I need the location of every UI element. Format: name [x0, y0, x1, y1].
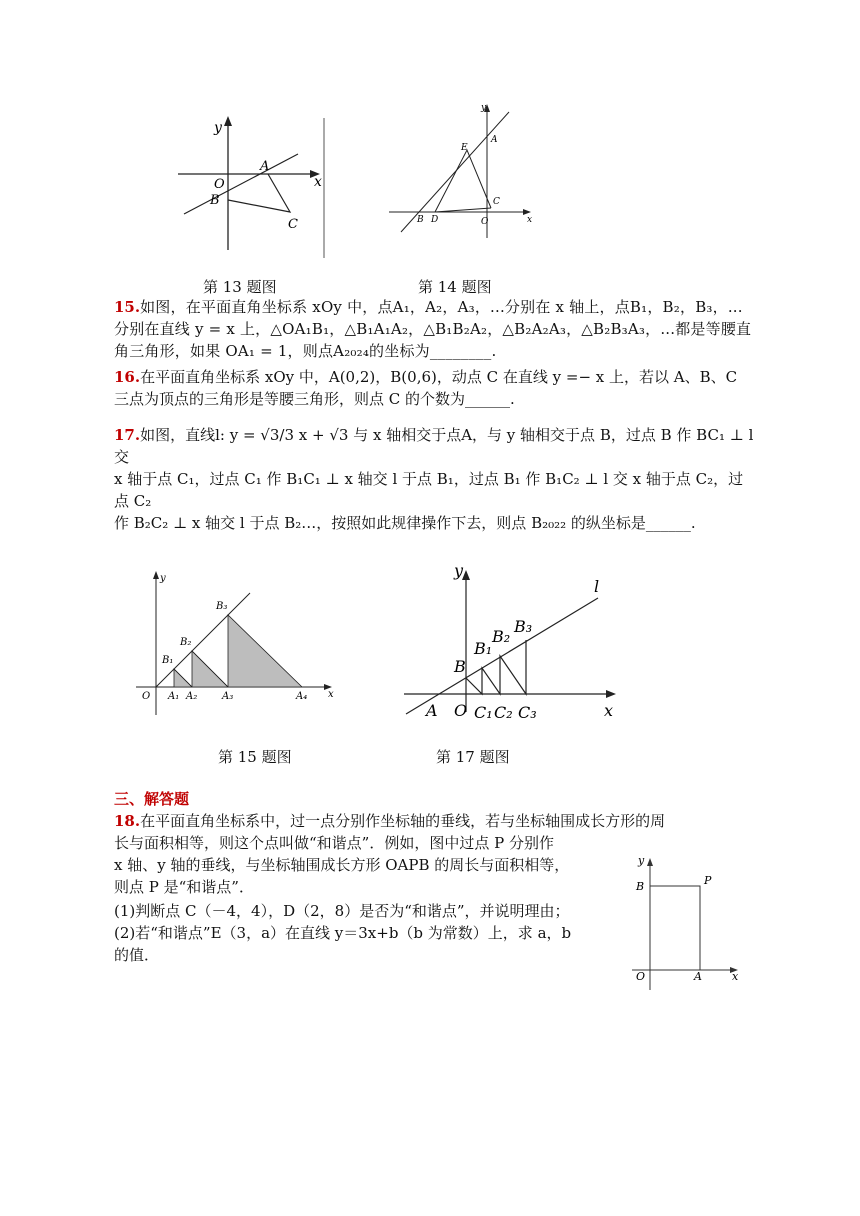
fig17-y-label: y	[454, 561, 464, 580]
q18-line2: 长与面积相等，则这个点叫做“和谐点”．例如，图中过点 P 分别作	[114, 834, 554, 852]
fig17-b-label: B	[454, 657, 466, 676]
fig15-a4-label: A₄	[296, 691, 308, 702]
fig15-y-label: y	[160, 573, 166, 584]
fig13-y-label: y	[214, 120, 222, 136]
fig15-a3-label: A₃	[222, 691, 234, 702]
fig15-b1-label: B₁	[162, 655, 174, 666]
q18-line4: 则点 P 是“和谐点”．	[114, 878, 254, 896]
fig17-o-label: O	[454, 701, 468, 720]
q18-part2: (2)若“和谐点”E（3，a）在直线 y＝3x+b（b 为常数）上，求 a，b	[114, 924, 572, 942]
question-15	[114, 296, 754, 362]
fig14-o-label: O	[481, 217, 489, 227]
fig15-b2-label: B₂	[180, 637, 192, 648]
figure-18	[628, 850, 753, 995]
fig17-a-label: A	[426, 701, 438, 720]
fig15-x-label: x	[328, 689, 334, 700]
q18-line1: 在平面直角坐标系中，过一点分别作坐标轴的垂线，若与坐标轴围成长方形的周	[140, 812, 666, 830]
q18-part3: 的值．	[114, 946, 160, 964]
fig13-x-label: x	[314, 174, 322, 190]
fig13-c-label: C	[288, 217, 298, 232]
figure-13	[170, 110, 340, 260]
fig13-b-label: B	[210, 193, 220, 208]
q16-number: 16.	[114, 368, 141, 386]
figure-14	[385, 100, 545, 245]
fig18-a-label: A	[694, 970, 702, 983]
fig17-b1-label: B₁	[474, 639, 493, 658]
q17-line1: 如图，直线l: y = √3/3 x + √3 与 x 轴相交于点A，与 y 轴相交于点 B，过点 B 作 BC₁ ⊥ l 交	[114, 426, 754, 466]
fig18-y-label: y	[638, 854, 645, 867]
question-17	[114, 424, 754, 468]
fig15-a2-label: A₂	[186, 691, 198, 702]
q15-number: 15.	[114, 298, 141, 316]
q17-line2: x 轴于点 C₁，过点 C₁ 作 B₁C₁ ⊥ x 轴交 l 于点 B₁，过点 B₁ 作 B₁C₂ ⊥ l 交 x 轴于点 C₂，过点 C₂	[114, 470, 744, 510]
fig13-a-label: A	[260, 159, 270, 174]
fig14-y-label: y	[481, 103, 487, 113]
q17-number: 17.	[114, 426, 141, 444]
fig15-b3-label: B₃	[216, 601, 228, 612]
fig17-b3-label: B₃	[514, 617, 533, 636]
section-heading: 三、解答题	[114, 790, 190, 808]
fig14-e-label: E	[461, 143, 468, 153]
fig18-o-label: O	[636, 970, 646, 983]
fig15-a1-label: A₁	[168, 691, 180, 702]
fig13-o-label: O	[214, 177, 225, 192]
fig17-c2-label: C₂	[494, 703, 513, 722]
fig17-c3-label: C₃	[518, 703, 537, 722]
q15-text: 如图，在平面直角坐标系 xOy 中，点A₁，A₂，A₃，...分别在 x 轴上，点B₁，B₂，B₃，...分别在直线 y = x 上，△OA₁B₁，△B₁A₁A₂，△B₁B₂A₂，△B₂A₂A₃，△B₂B₃A₃，...都是等腰直角三角形，如果 OA₁ = 1，则点A₂₀₂₄的坐标为________.	[114, 298, 752, 360]
figure-17	[400, 560, 625, 725]
question-16	[114, 366, 754, 410]
caption-fig13: 第 13 题图	[203, 278, 277, 296]
fig17-b2-label: B₂	[492, 627, 511, 646]
fig14-b-label: B	[417, 215, 424, 225]
fig18-x-label: x	[732, 970, 739, 983]
q18-number: 18.	[114, 812, 141, 830]
fig15-o-label: O	[142, 691, 151, 702]
fig14-c-label: C	[493, 197, 500, 207]
figure-15	[130, 565, 350, 720]
fig14-d-label: D	[431, 215, 439, 225]
q17-line3: 作 B₂C₂ ⊥ x 轴交 l 于点 B₂…，按照如此规律操作下去，则点 B₂₀₂₂ 的纵坐标是______.	[114, 514, 696, 532]
fig14-a-label: A	[491, 135, 498, 145]
fig18-p-label: P	[704, 874, 712, 887]
q16-text: 在平面直角坐标系 xOy 中，A(0,2)，B(0,6)，动点 C 在直线 y =− x 上，若以 A、B、C 三点为顶点的三角形是等腰三角形，则点 C 的个数为______.	[114, 368, 738, 408]
caption-fig17: 第 17 题图	[436, 748, 510, 766]
fig17-c1-label: C₁	[474, 703, 493, 722]
q18-part1: (1)判断点 C（－4，4），D（2，8）是否为“和谐点”，并说明理由；	[114, 902, 570, 920]
fig17-x-label: x	[604, 701, 614, 720]
fig17-l-label: l	[594, 577, 600, 596]
caption-fig14: 第 14 题图	[418, 278, 492, 296]
q18-line3: x 轴、y 轴的垂线，与坐标轴围成长方形 OAPB 的周长与面积相等，	[114, 856, 570, 874]
fig18-b-label: B	[636, 880, 645, 893]
question-18	[114, 810, 754, 832]
fig14-x-label: x	[527, 215, 533, 225]
caption-fig15: 第 15 题图	[218, 748, 292, 766]
